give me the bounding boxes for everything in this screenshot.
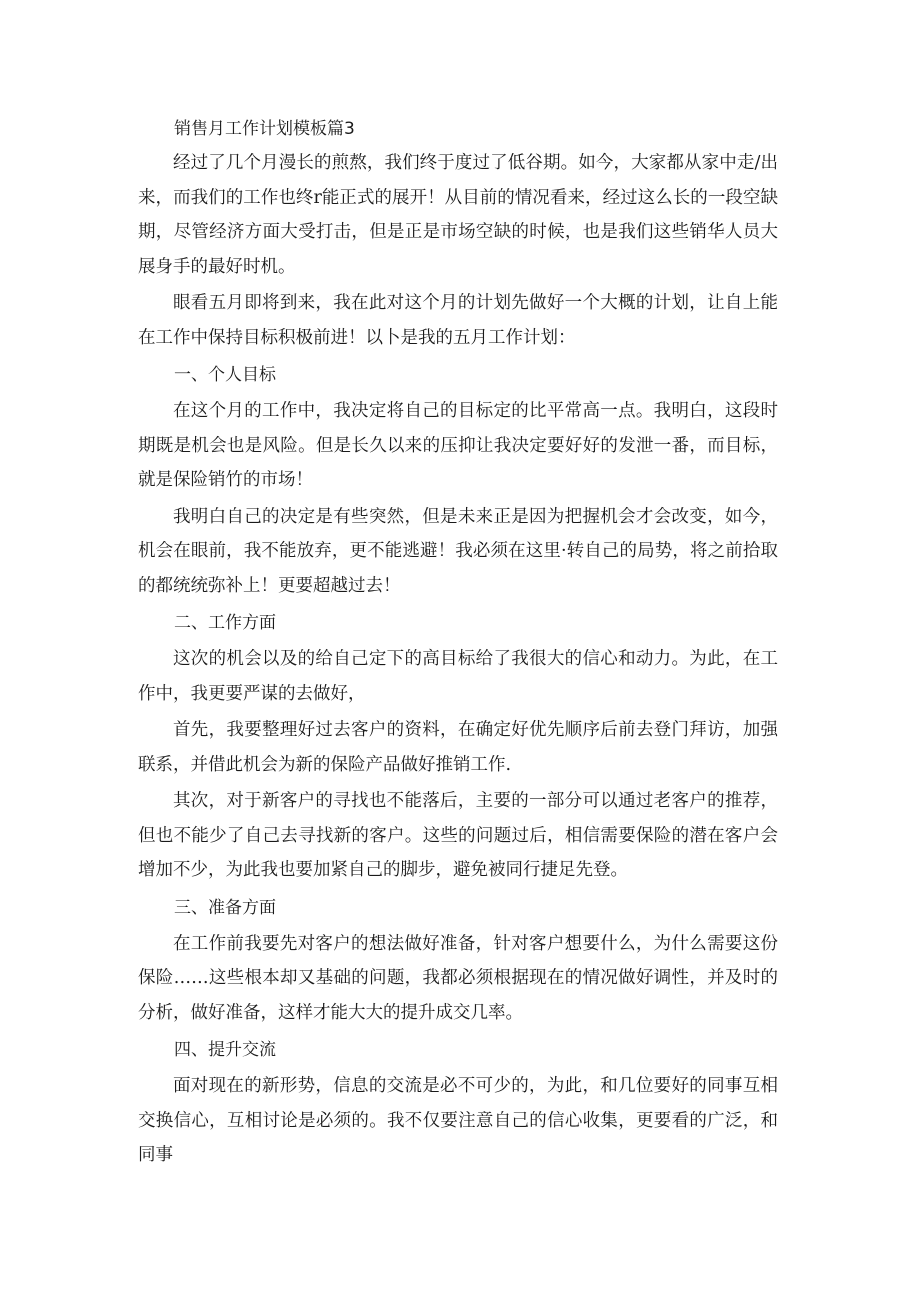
- section-heading: 一、个人目标: [174, 365, 276, 385]
- document-page: [138, 112, 778, 1175]
- paragraph: 其次，对于新客户的寻找也不能落后，主要的一部分可以通过老客户的推荐，但也不能少了自己去寻找新的客户。这些的问题过后，相信需要保险的潜在客户会增加不少，为此我也要加紧自己的脚步，避免被同行捷足先登。: [138, 791, 778, 880]
- paragraph: 这次的机会以及的给自己定下的高目标给了我很大的信心和动力。为此，在工作中，我更要严谋的去做好，: [138, 649, 778, 704]
- section-heading: 二、工作方面: [174, 613, 276, 633]
- paragraph: 经过了几个月漫长的煎熬，我们终于度过了低谷期。如今，大家都从家中走/出来，而我们的工作也终r能正式的展开！从目前的情况看来，经过这么长的一段空缺期，尽管经济方面大受打击，但是正是市场空缺的时候，也是我们这些销华人员大展身手的最好时机。: [138, 153, 778, 277]
- section-heading: 四、提升交流: [174, 1040, 276, 1060]
- section-heading: 三、准备方面: [174, 897, 276, 918]
- document-title: 销售月工作计划模板篇3: [174, 119, 355, 139]
- paragraph: 首先，我要整理好过去客户的资料，在确定好优先顺序后前去登门拜访，加强联系，并借此机会为新的保险产品做好推销工作.: [138, 720, 778, 775]
- paragraph: 在这个月的工作中，我决定将自己的目标定的比平常高一点。我明白，这段时期既是机会也是风险。但是长久以来的压抑让我决定要好好的发泄一番，而目标，就是保险销竹的市场！: [138, 401, 778, 490]
- paragraph: 眼看五月即将到来，我在此对这个月的计划先做好一个大概的计划，让自上能在工作中保持目标积极前进！以卜是我的五月工作计划：: [138, 293, 778, 348]
- paragraph: 我明白自己的决定是有些突然，但是未来正是因为把握机会才会改变，如今，机会在眼前，我不能放弃，更不能逃避！我必须在这里·转自己的局势，将之前拾取的都统统弥补上！更要超越过去！: [138, 506, 778, 596]
- paragraph: 在工作前我要先对客户的想法做好准备，针对客户想要什么，为什么需要这份保险……这些根本却又基础的问题，我都必须根据现在的情况做好调性，并及时的分析，做好准备，这样才能大大的提升成交几率。: [138, 933, 778, 1023]
- paragraph: 面对现在的新形势，信息的交流是必不可少的，为此，和几位要好的同事互相交换信心，互相讨论是必须的。我不仅要注意自己的信心收集，更要看的广泛，和同事: [138, 1076, 778, 1165]
